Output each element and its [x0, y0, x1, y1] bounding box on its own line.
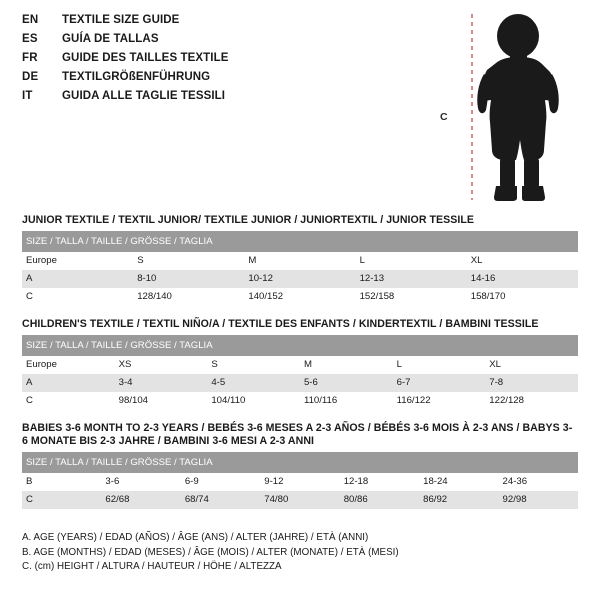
cell: 62/68: [101, 491, 180, 509]
language-title: GUÍA DE TALLAS: [62, 33, 159, 45]
cell: 92/98: [499, 491, 578, 509]
language-title: TEXTILGRÖßENFÜHRUNG: [62, 71, 211, 83]
cell: L: [356, 252, 467, 270]
language-row: [22, 14, 422, 33]
cell: 9-12: [260, 473, 339, 491]
table-row: [22, 491, 578, 509]
cell: 18-24: [419, 473, 498, 491]
cell: 5-6: [300, 374, 393, 392]
cell: 86/92: [419, 491, 498, 509]
table-row: [22, 473, 578, 491]
junior-size-table: [22, 231, 578, 306]
table-header-label: SIZE / TALLA / TAILLE / GRÖSSE / TAGLIA: [22, 335, 578, 356]
cell: XL: [467, 252, 578, 270]
cell: S: [207, 356, 300, 374]
cell: 80/86: [340, 491, 419, 509]
row-label: C: [22, 491, 101, 509]
cell: 104/110: [207, 392, 300, 410]
cell: 3-4: [115, 374, 208, 392]
height-measure-label: C: [440, 111, 448, 123]
legend-block: [22, 531, 582, 575]
section-title: BABIES 3-6 MONTH TO 2-3 YEARS / BEBÉS 3-6 MESES A 2-3 AÑOS / BÉBÉS 3-6 MOIS À 2-3 ANS / BABYS 3-6 MONATE BIS 2-3 JAHRE / BAMBINI 3-6 MESI A 2-3 ANNI: [22, 422, 573, 447]
cell: 158/170: [467, 288, 578, 306]
cell: 6-9: [181, 473, 260, 491]
row-label: B: [22, 473, 101, 491]
language-row: [22, 33, 422, 52]
language-row: [22, 52, 422, 71]
table-header-label: SIZE / TALLA / TAILLE / GRÖSSE / TAGLIA: [22, 452, 578, 473]
cell: 24-36: [499, 473, 578, 491]
row-label: A: [22, 270, 133, 288]
cell: 12-13: [356, 270, 467, 288]
table-row: [22, 270, 578, 288]
cell: 68/74: [181, 491, 260, 509]
cell: L: [393, 356, 486, 374]
cell: 98/104: [115, 392, 208, 410]
measurement-figure: [440, 8, 590, 208]
section-children: [22, 318, 578, 410]
language-code: IT: [22, 90, 33, 102]
row-label: C: [22, 288, 133, 306]
cell: 12-18: [340, 473, 419, 491]
legend-line-b: B. AGE (MONTHS) / EDAD (MESES) / ÂGE (MOIS) / ALTER (MONATE) / ETÀ (MESI): [22, 546, 399, 558]
cell: 140/152: [244, 288, 355, 306]
children-size-table: [22, 335, 578, 410]
cell: 14-16: [467, 270, 578, 288]
legend-line-c: C. (cm) HEIGHT / ALTURA / HAUTEUR / HÖHE / ALTEZZA: [22, 561, 282, 572]
row-label: C: [22, 392, 115, 410]
table-header-label: SIZE / TALLA / TAILLE / GRÖSSE / TAGLIA: [22, 231, 578, 252]
language-code: DE: [22, 71, 39, 83]
cell: XL: [485, 356, 578, 374]
section-babies: [22, 422, 578, 509]
cell: 152/158: [356, 288, 467, 306]
cell: 6-7: [393, 374, 486, 392]
child-silhouette-icon: [440, 8, 590, 208]
legend-line-a: A. AGE (YEARS) / EDAD (AÑOS) / ÂGE (ANS) / ALTER (JAHRE) / ETÀ (ANNI): [22, 532, 369, 543]
language-title: GUIDE DES TAILLES TEXTILE: [62, 52, 229, 64]
table-row: [22, 392, 578, 410]
cell: M: [244, 252, 355, 270]
table-header-row: [22, 335, 578, 356]
cell: 10-12: [244, 270, 355, 288]
table-header-row: [22, 231, 578, 252]
table-row: [22, 374, 578, 392]
language-title: TEXTILE SIZE GUIDE: [62, 14, 180, 26]
cell: 110/116: [300, 392, 393, 410]
table-header-row: [22, 452, 578, 473]
row-label: A: [22, 374, 115, 392]
language-row: [22, 71, 422, 90]
babies-size-table: [22, 452, 578, 509]
section-junior: [22, 214, 578, 306]
cell: M: [300, 356, 393, 374]
language-title: GUIDA ALLE TAGLIE TESSILI: [62, 90, 226, 102]
cell: 7-8: [485, 374, 578, 392]
cell: 74/80: [260, 491, 339, 509]
language-row: [22, 90, 422, 109]
cell: XS: [115, 356, 208, 374]
row-label: Europe: [22, 252, 133, 270]
cell: 3-6: [101, 473, 180, 491]
cell: 116/122: [393, 392, 486, 410]
table-row: [22, 252, 578, 270]
cell: 8-10: [133, 270, 244, 288]
table-row: [22, 288, 578, 306]
language-code: ES: [22, 33, 38, 45]
cell: S: [133, 252, 244, 270]
language-title-block: [22, 14, 422, 109]
row-label: Europe: [22, 356, 115, 374]
cell: 4-5: [207, 374, 300, 392]
cell: 128/140: [133, 288, 244, 306]
language-code: EN: [22, 14, 39, 26]
table-row: [22, 356, 578, 374]
section-title: JUNIOR TEXTILE / TEXTIL JUNIOR/ TEXTILE JUNIOR / JUNIORTEXTIL / JUNIOR TESSILE: [22, 214, 475, 226]
section-title: CHILDREN'S TEXTILE / TEXTIL NIÑO/A / TEXTILE DES ENFANTS / KINDERTEXTIL / BAMBINI TESSILE: [22, 318, 539, 330]
cell: 122/128: [485, 392, 578, 410]
language-code: FR: [22, 52, 38, 64]
